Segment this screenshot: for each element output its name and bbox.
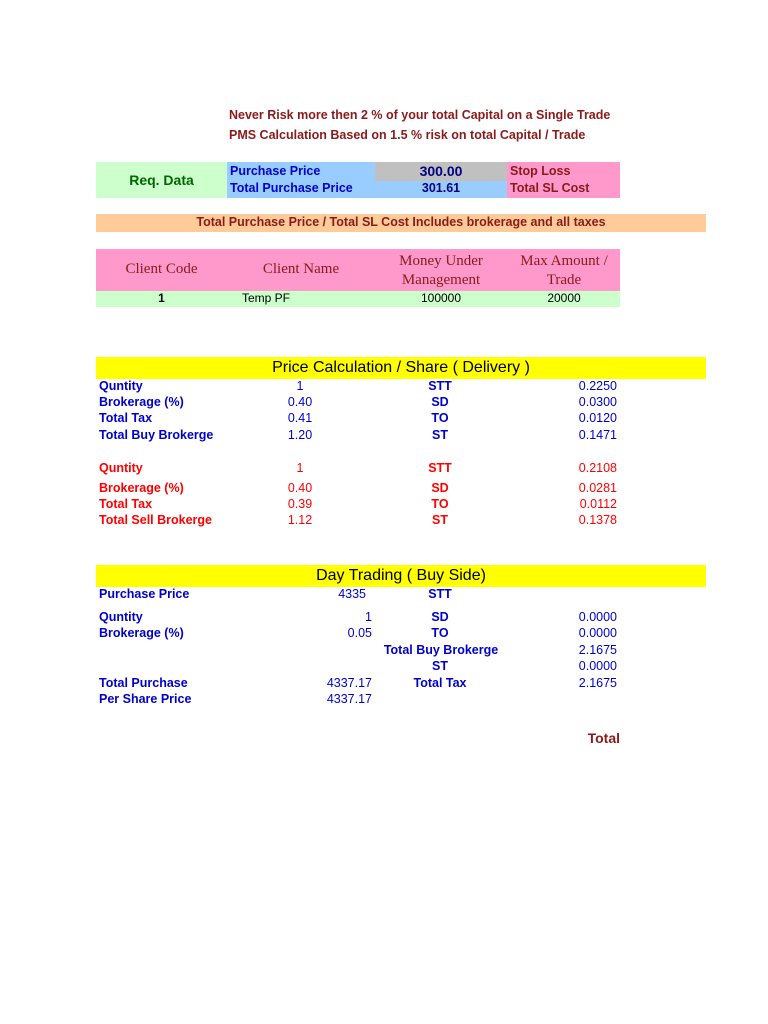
- risk-note: Never Risk more then 2 % of your total Capital on a Single Trade: [229, 108, 611, 122]
- dt-total-buy-brokerage-value: 2.1675: [578, 643, 617, 657]
- buy-total-tax-label: Total Tax: [99, 411, 153, 425]
- sell-stt-value: 0.2108: [578, 461, 617, 475]
- money-under-management-header: Money Under Management: [399, 253, 483, 288]
- total-purchase-price-value: 301.61: [421, 181, 461, 195]
- dt-total-buy-brokerage-label: Total Buy Brokerge: [383, 643, 499, 657]
- buy-sd-value: 0.0300: [578, 395, 617, 409]
- dt-st-value: 0.0000: [578, 659, 617, 673]
- buy-stt-value: 0.2250: [578, 379, 617, 393]
- dt-total-tax-label: Total Tax: [413, 676, 467, 690]
- buy-quantity-value: 1: [296, 379, 304, 393]
- delivery-title: Price Calculation / Share ( Delivery ): [272, 359, 530, 376]
- sell-total-tax-label: Total Tax: [99, 497, 153, 511]
- sell-total-tax-value: 0.39: [287, 497, 313, 511]
- sell-brokerage-value: 0.40: [287, 481, 313, 495]
- dt-quantity-value: 1: [365, 610, 372, 624]
- buy-stt-label: STT: [428, 379, 452, 393]
- stop-loss-label: Stop Loss: [510, 164, 571, 178]
- dt-sd-value: 0.0000: [578, 610, 617, 624]
- purchase-price-value: 300.00: [419, 163, 463, 179]
- client-code-header: Client Code: [125, 261, 198, 277]
- sell-total-brokerage-value: 1.12: [287, 513, 313, 527]
- buy-to-label: TO: [431, 411, 449, 425]
- sell-st-value: 0.1378: [578, 513, 617, 527]
- sell-quantity-value: 1: [296, 461, 304, 475]
- sell-sd-value: 0.0281: [578, 481, 617, 495]
- buy-total-tax-value: 0.41: [287, 411, 313, 425]
- dt-total-purchase-label: Total Purchase: [99, 676, 188, 690]
- dt-brokerage-value: 0.05: [347, 626, 372, 640]
- dt-per-share-value: 4337.17: [326, 692, 372, 706]
- sell-to-value: 0.0112: [579, 497, 617, 511]
- sell-st-label: ST: [432, 513, 448, 527]
- sell-brokerage-label: Brokerage (%): [99, 481, 184, 495]
- dt-sd-label: SD: [431, 610, 449, 624]
- brokerage-note: Total Purchase Price / Total SL Cost Includes brokerage and all taxes: [196, 215, 606, 229]
- total-label: Total: [587, 730, 620, 746]
- dt-st-label: ST: [432, 659, 448, 673]
- money-under-management-value: 100000: [420, 291, 462, 305]
- dt-to-value: 0.0000: [578, 626, 617, 640]
- sell-stt-label: STT: [428, 461, 452, 475]
- buy-total-brokerage-value: 1.20: [287, 428, 313, 442]
- buy-total-brokerage-label: Total Buy Brokerge: [99, 428, 214, 442]
- purchase-price-label: Purchase Price: [230, 164, 321, 178]
- dt-stt-label: STT: [428, 587, 452, 601]
- client-name-value: Temp PF: [242, 291, 291, 305]
- buy-st-label: ST: [432, 428, 448, 442]
- buy-quantity-label: Quntity: [99, 379, 143, 393]
- max-amount-trade-value: 20000: [547, 291, 581, 305]
- day-trading-title: Day Trading ( Buy Side): [316, 567, 486, 584]
- dt-purchase-price-value: 4335: [338, 587, 366, 601]
- sell-sd-label: SD: [431, 481, 449, 495]
- dt-total-purchase-value: 4337.17: [326, 676, 372, 690]
- buy-st-value: 0.1471: [578, 428, 617, 442]
- dt-quantity-label: Quntity: [99, 610, 143, 624]
- sell-total-brokerage-label: Total Sell Brokerge: [99, 513, 212, 527]
- buy-brokerage-value: 0.40: [287, 395, 313, 409]
- max-amount-trade-header: Max Amount / Trade: [520, 253, 608, 288]
- dt-to-label: TO: [431, 626, 449, 640]
- client-name-header: Client Name: [262, 261, 340, 277]
- buy-sd-label: SD: [431, 395, 449, 409]
- sell-to-label: TO: [431, 497, 449, 511]
- sell-quantity-label: Quntity: [99, 461, 143, 475]
- dt-total-tax-value: 2.1675: [578, 676, 617, 690]
- buy-to-value: 0.0120: [578, 411, 617, 425]
- dt-brokerage-label: Brokerage (%): [99, 626, 184, 640]
- client-code-value: 1: [158, 291, 165, 305]
- req-data-title: Req. Data: [129, 172, 194, 188]
- total-sl-cost-label: Total SL Cost: [510, 181, 590, 195]
- pms-note: PMS Calculation Based on 1.5 % risk on total Capital / Trade: [229, 128, 586, 142]
- buy-brokerage-label: Brokerage (%): [99, 395, 184, 409]
- dt-per-share-label: Per Share Price: [99, 692, 192, 706]
- total-purchase-price-label: Total Purchase Price: [230, 181, 353, 195]
- dt-purchase-price-label: Purchase Price: [99, 587, 190, 601]
